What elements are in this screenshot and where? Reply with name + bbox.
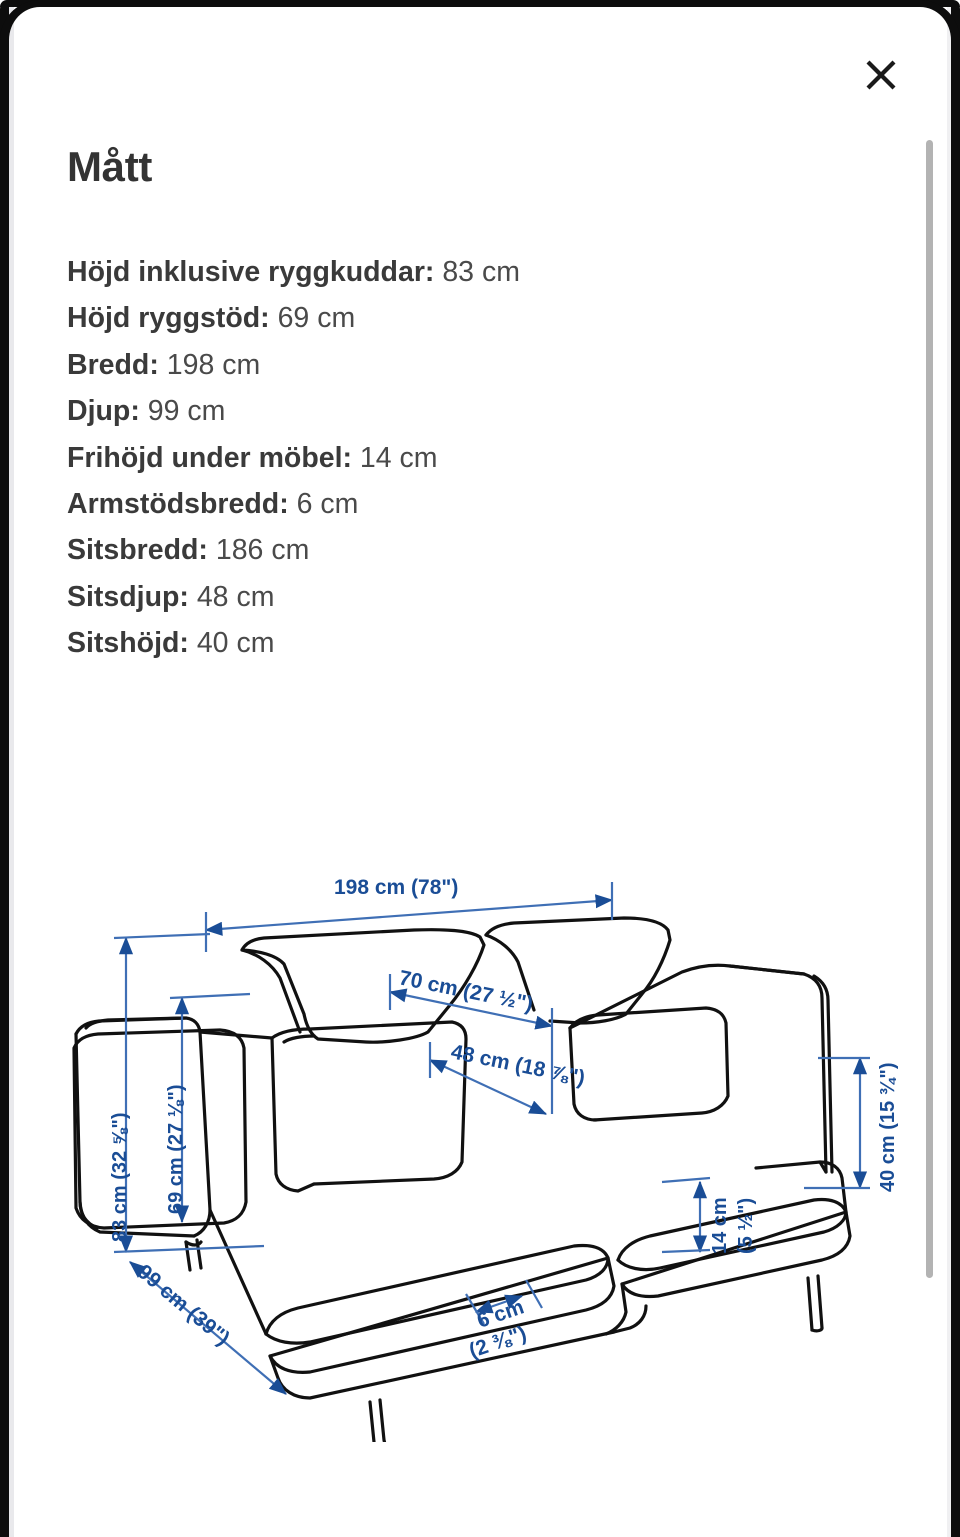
spec-value: 40 cm (196, 627, 275, 660)
close-button[interactable] (857, 51, 905, 99)
list-item (67, 295, 767, 341)
spec-label: Sitshöjd: (67, 627, 189, 660)
spec-value: 69 cm (277, 302, 356, 335)
measurements-sheet (14, 7, 947, 1537)
sofa-dimension-diagram (14, 842, 947, 1442)
spec-value: 198 cm (166, 348, 261, 381)
device-bezel-left (0, 0, 9, 1537)
list-item (67, 481, 767, 527)
measurement-list (67, 249, 767, 667)
dimension-label-depth: 99 cm (39") (132, 1260, 234, 1351)
dimension-label-seat-height: 40 cm (15 ¾") (877, 1062, 899, 1192)
dimension-label-seat-depth-total: 70 cm (27 ½") (397, 966, 535, 1017)
spec-label: Frihöjd under möbel: (67, 441, 352, 474)
dimension-label-armrest-1: 6 cm (474, 1295, 527, 1333)
device-bezel-top (0, 0, 960, 7)
list-item (67, 574, 767, 620)
list-item (67, 342, 767, 388)
dimension-label-back-height-total: 83 cm (32 ⅝") (109, 1112, 131, 1242)
dimension-label-armrest-2: (2 ⅜") (466, 1321, 530, 1363)
spec-value: 14 cm (359, 441, 438, 474)
spec-value: 48 cm (196, 580, 275, 613)
list-item (67, 249, 767, 295)
dimension-label-width: 198 cm (78") (334, 876, 459, 899)
spec-label: Sitsbredd: (67, 534, 208, 567)
dimension-label-clearance-2: (5 ½") (735, 1197, 757, 1254)
dimension-label-back-height: 69 cm (27 ⅛") (165, 1084, 187, 1214)
device-bezel-right-inner (947, 0, 951, 1537)
spec-label: Djup: (67, 395, 140, 428)
list-item (67, 527, 767, 573)
spec-value: 99 cm (147, 395, 226, 428)
device-bezel-right (951, 0, 960, 1537)
list-item (67, 435, 767, 481)
page-title: Mått (67, 143, 153, 190)
spec-label: Höjd inklusive ryggkuddar: (67, 256, 435, 288)
spec-value: 83 cm (442, 256, 520, 288)
list-item (67, 620, 767, 666)
spec-label: Armstödsbredd: (67, 488, 289, 521)
close-icon (861, 55, 901, 95)
dimension-label-seat-depth: 48 cm (18 ⅞") (449, 1040, 587, 1091)
spec-value: 6 cm (296, 488, 359, 521)
scrollbar-thumb[interactable] (926, 140, 933, 1278)
spec-label: Bredd: (67, 348, 159, 381)
dimension-label-clearance-1: 14 cm (709, 1197, 731, 1254)
spec-label: Sitsdjup: (67, 580, 189, 613)
spec-value: 186 cm (215, 534, 310, 567)
list-item (67, 388, 767, 434)
spec-label: Höjd ryggstöd: (67, 302, 270, 335)
device-bezel-left-inner (9, 0, 14, 1537)
